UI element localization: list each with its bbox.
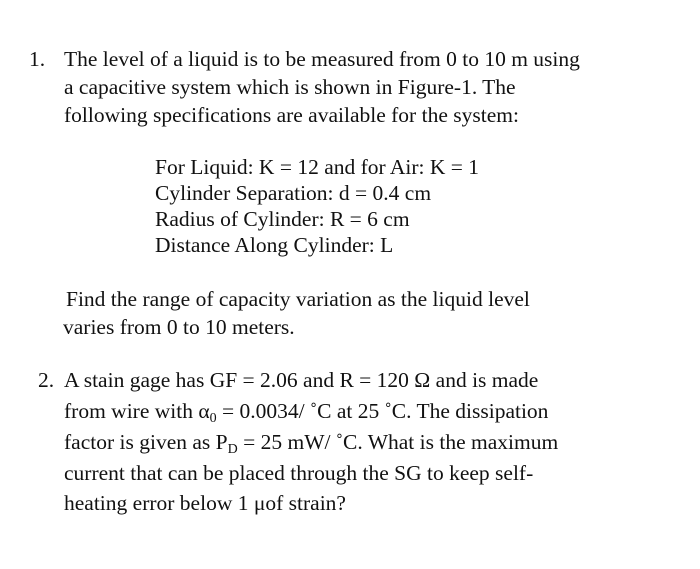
alpha-subscript: 0 [209,411,217,426]
question-1-task-line-2: varies from 0 to 10 meters. [63,315,295,339]
question-1-number: 1. [29,47,46,71]
spec-cylinder-separation: Cylinder Separation: d = 0.4 cm [155,181,432,205]
question-2-line-3 [64,429,558,455]
question-2-line-4: current that can be placed through the SG to keep self- [64,461,534,485]
question-2-line-3-post: = 25 mW/ ˚C. What is the maximum [237,430,559,454]
question-1-intro-line-3: following specifications are available for the system: [64,103,519,127]
question-2-line-3-pre: factor is given as P [64,430,228,454]
question-1-task-line-1: Find the range of capacity variation as the liquid level [66,287,530,311]
question-2-line-2-post: = 0.0034/ ˚C at 25 ˚C. The dissipation [216,399,549,423]
question-1-intro-line-1: The level of a liquid is to be measured from 0 to 10 m using [64,47,580,71]
question-2-line-2 [64,398,548,424]
question-2-line-5: heating error below 1 μof strain? [64,491,346,515]
spec-liquid-air: For Liquid: K = 12 and for Air: K = 1 [155,155,480,179]
alpha-symbol: α [198,399,210,423]
spec-cylinder-length: Distance Along Cylinder: L [155,233,394,257]
question-2-number: 2. [38,368,55,392]
question-2-line-2-pre: from wire with [64,399,199,423]
question-1-intro-line-2: a capacitive system which is shown in Figure-1. The [64,75,516,99]
question-2-line-1: A stain gage has GF = 2.06 and R = 120 Ω and is made [64,368,539,392]
power-subscript: D [227,442,238,457]
spec-cylinder-radius: Radius of Cylinder: R = 6 cm [155,207,410,231]
